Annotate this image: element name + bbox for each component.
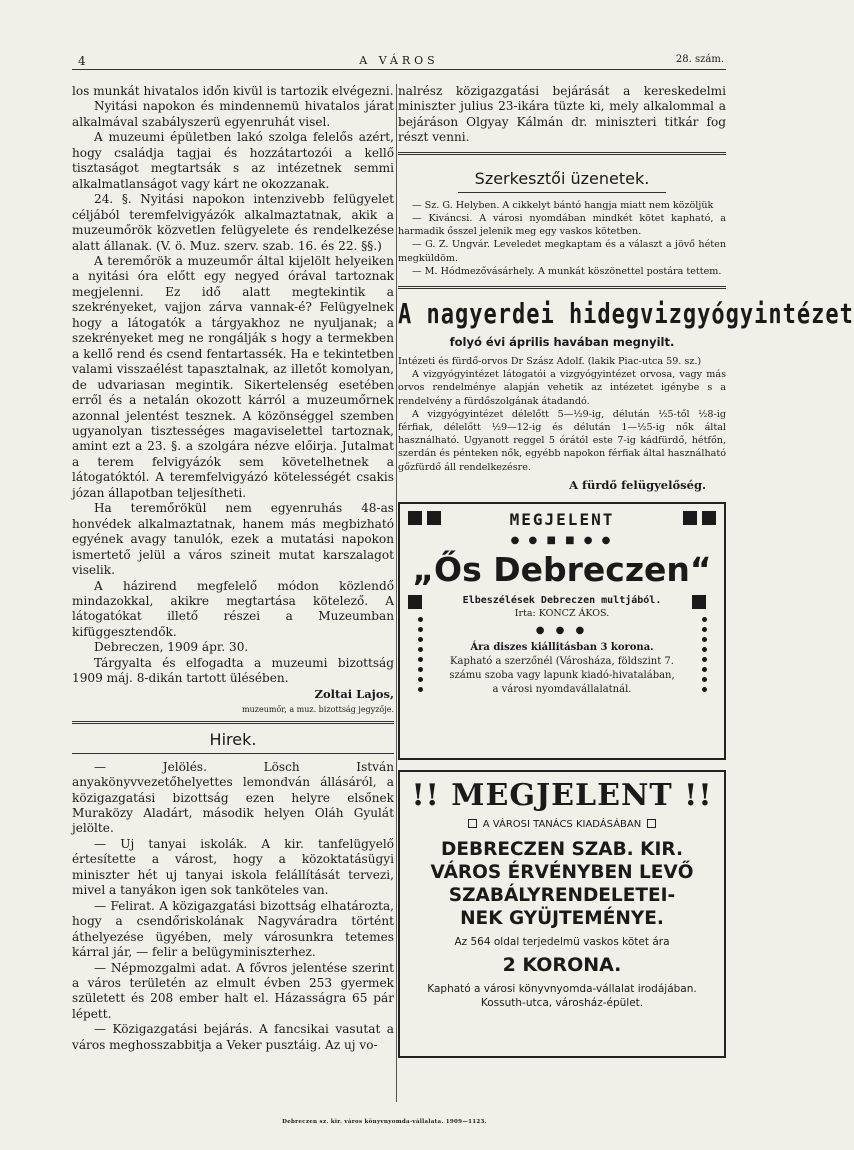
article-paragraph: A házirend megfelelő módon közlendő mindazokkal, akikre megtartása kötelező. A látogatókat illető részei a Muzeumban kifüggesztendők. xyxy=(72,578,394,639)
square-ornament-icon xyxy=(468,819,477,828)
ad-headline: MEGJELENT xyxy=(509,509,615,529)
news-item: — Uj tanyai iskolák. A kir. tanfelügyelő értesítette a várost, hogy a közoktatásügyi miniszter hét uj tanyai iskola felállítását tervezi, mivel a tanyákon igen sok tanköteles van. xyxy=(72,836,394,898)
book-availability: Kapható a szerzőnél (Városháza, földszint 7. számu szoba vagy lapunk kiadó-hivatalában, a városi nyomdavállalatnál. xyxy=(449,655,675,695)
regulations-advertisement xyxy=(398,770,726,1058)
newspaper-title: A VÁROS xyxy=(359,54,439,67)
column-divider xyxy=(396,84,397,1102)
article-paragraph: Nyitási napokon és mindennemü hivatalos járat alkalmával szabályszerü egyenruhát visel. xyxy=(72,99,394,129)
ad-publisher-line: A VÁROSI TANÁCS KIADÁSÁBAN xyxy=(408,819,716,830)
editor-message: — Sz. G. Helyben. A cikkelyt bántó hangja miatt nem közöljük xyxy=(412,199,714,211)
book-title-line: DEBRECZEN SZAB. KIR. xyxy=(441,838,683,860)
signature-block xyxy=(72,687,394,717)
dot-ornament-icon: ● ● ● xyxy=(535,624,589,636)
printer-imprint: Debreczen sz. kir. város könyvnyomda-vállalata. 1909—1123. xyxy=(282,1119,487,1125)
book-price: Ára diszes kiállitásban 3 korona. xyxy=(470,641,654,653)
article-paragraph: nalrész közigazgatási bejárását a kereskedelmi miniszter julius 23-ikára tüzte ki, mely alkalommal a bejáráson Olgyay Kálmán dr. miniszteri titkár fog részt venni. xyxy=(398,84,726,145)
section-title-hirek: Hirek. xyxy=(209,729,257,749)
article-paragraph: los munkát hivatalos időn kivül is tartozik elvégezni. xyxy=(72,84,394,98)
square-ornament-icon xyxy=(647,819,656,828)
article-paragraph: Tárgyalta és elfogadta a muzeumi bizottság 1909 máj. 8-dikán tartott ülésében. xyxy=(72,655,394,686)
signature-role: muzeumőr, a muz. bizottság jegyzője. xyxy=(242,704,394,714)
book-subtitle: Elbeszélések Debreczen multjából. xyxy=(462,594,662,606)
dot-ornament-icon: ● ● ■ ■ ● ● xyxy=(510,534,614,546)
editor-message: — Kiváncsi. A városi nyomdában mindkét kötet kapható, a harmadik ősszel jelenik meg egy vaskos kötetben. xyxy=(398,213,726,238)
ad-text: A vizgyógyintézet délelőtt 5—½9-ig, délután ½5-től ½8-ig férfiak, délelőtt ½9—12-ig és délután 1—½5-ig nők által használható. Ugyanott reggel 5 órától este 7-ig kádfürdő, hétfőn, szerdán és pénteken nők, egyébb napokon férfiak által használható gőzfürdő áll rendelkezésre. xyxy=(398,408,726,473)
book-title-line: SZABÁLYRENDELETEI- xyxy=(448,884,676,906)
news-item: — Felirat. A közigazgatási bizottság elhatározta, hogy a csendőriskolának Nagyváradra történt áthelyezése ügyében, mely városunkra tetemes kárral jár, — felir a belügyminiszterhez. xyxy=(72,898,394,960)
page-header xyxy=(72,52,726,70)
ad-signature: A fürdő felügyelőség. xyxy=(569,477,706,492)
book-title-line: NEK GYÜJTEMÉNYE. xyxy=(460,907,664,929)
corner-ornament-icon xyxy=(408,510,441,529)
book-title xyxy=(408,838,716,930)
editor-message: — G. Z. Ungvár. Leveledet megkaptam és a választ a jövő héten megküldöm. xyxy=(398,239,726,264)
book-price: 2 KORONA. xyxy=(502,953,622,976)
dot-ornament-icon xyxy=(692,595,716,697)
ad-text: A vizgyógyintézet látogatói a vizgyógyintézet orvosa, vagy más orvos rendelménye alapján vehetik az intézetet igénybe s a rendelvény a fürdőszolgának átadandó. xyxy=(398,369,726,407)
book-author: Irta: KONCZ ÁKOS. xyxy=(514,607,610,619)
section-title-uzenetek: Szerkesztői üzenetek. xyxy=(474,168,650,188)
book-advertisement xyxy=(398,502,726,760)
news-item: — Közigazgatási bejárás. A fancsikai vasutat a város meghosszabbitja a Veker pusztáig. Az uj vo- xyxy=(72,1022,394,1052)
book-availability: Kapható a városi könyvnyomda-vállalat irodájában. Kossuth-utca, városház-épület. xyxy=(427,982,697,1009)
page-number: 4 xyxy=(78,54,86,68)
ad-headline: A nagyerdei hidegvizgyógyintézet xyxy=(398,299,854,331)
ad-subheadline: folyó évi április havában megnyilt. xyxy=(449,335,675,350)
book-price-text: Az 564 oldal terjedelmü vaskos kötet ára xyxy=(454,935,670,948)
spa-advertisement xyxy=(398,299,854,492)
article-paragraph: Ha teremőrökül nem egyenruhás 48-as honvédek alkalmaztatnak, hanem más megbizható egyének avagy tanulók, ezek a mutatási napokon ismertető jelül a város szineit mutat karszalagot viselik. xyxy=(72,501,394,578)
dot-ornament-icon xyxy=(408,595,432,697)
ad-headline: !! MEGJELENT !! xyxy=(411,777,713,813)
section-divider xyxy=(72,721,394,724)
section-divider xyxy=(398,286,726,289)
section-divider xyxy=(72,753,394,754)
news-item: — Jelölés. Lösch István anyakönyvvezetőhelyettes lemondván állásáról, a közigazgatási bizottság ezen helyre elsőnek Muraközy Aladárt, második helyen Oláh Gyulát jelölte. xyxy=(72,759,394,836)
article-paragraph: 24. §. Nyitási napokon intenzivebb felügyelet céljából teremfelvigyázók alkalmaztatnak, akik a muzeumőrök közvetlen felügyelete és rendelkezése alatt állanak. (V. ö. Muz. szerv. szab. 16. és 22. §§.) xyxy=(72,192,394,253)
article-date: Debreczen, 1909 ápr. 30. xyxy=(94,640,249,655)
editor-message: — M. Hódmezővásárhely. A munkát köszönettel postára tettem. xyxy=(412,265,722,277)
article-paragraph: A muzeumi épületben lakó szolga felelős azért, hogy családja tagjai és hozzátartozói a kellő tisztaságot megtartsák s az intézetnek semmi alkalmatlanságot vagy kárt ne okozzanak. xyxy=(72,130,394,191)
left-column xyxy=(72,84,394,1053)
section-divider xyxy=(458,192,666,193)
corner-ornament-icon xyxy=(683,510,716,529)
signature-name: Zoltai Lajos, xyxy=(314,686,394,701)
news-item: — Népmozgalmi adat. A fővros jelentése szerint a város területén az elmult évben 253 gyermek született és 208 ember halt el. Házasságra 65 pár lépett. xyxy=(72,960,394,1021)
ad-text: Intézeti és fürdő-orvos Dr Szász Adolf. (lakik Piac-utca 59. sz.) xyxy=(398,356,702,368)
section-divider xyxy=(398,152,726,155)
book-title-line: VÁROS ÉRVÉNYBEN LEVŐ xyxy=(430,861,694,883)
article-paragraph: A teremőrök a muzeumőr által kijelölt helyeiken a nyitási óra előtt egy negyed órával tartoznak megjelenni. Ez idő alatt megtekintik a szekrényeket, vajjon zárva vannak-é? Felügyelnek hogy a látogatók a tárgyakhoz ne nyuljanak; a szekrényeket meg ne rongálják s hogy a termekben a kellő rend és csend fentartassék. Ha e tekintetben valami visszaélést tapasztalnak, az illetőt komolyan, de udvariasan megintik. Sikertelenség esetében erről és a netalán okozott kárról a muzeumőrnek azonnal jelentést tesznek. A közönséggel szemben ugyanolyan tisztességes magaviselettel tartoznak, amint ezt a 23. §. a szolgára nézve előirja. Jutalmat a terem felvigyázók sem követelhetnek a látogatóktól. A teremfelvigyázó kötelességét csakis józan állapotban teljesítheti. xyxy=(72,253,394,500)
issue-number: 28. szám. xyxy=(675,54,724,65)
right-column xyxy=(398,84,854,1058)
book-title: „Ős Debreczen“ xyxy=(412,549,712,589)
